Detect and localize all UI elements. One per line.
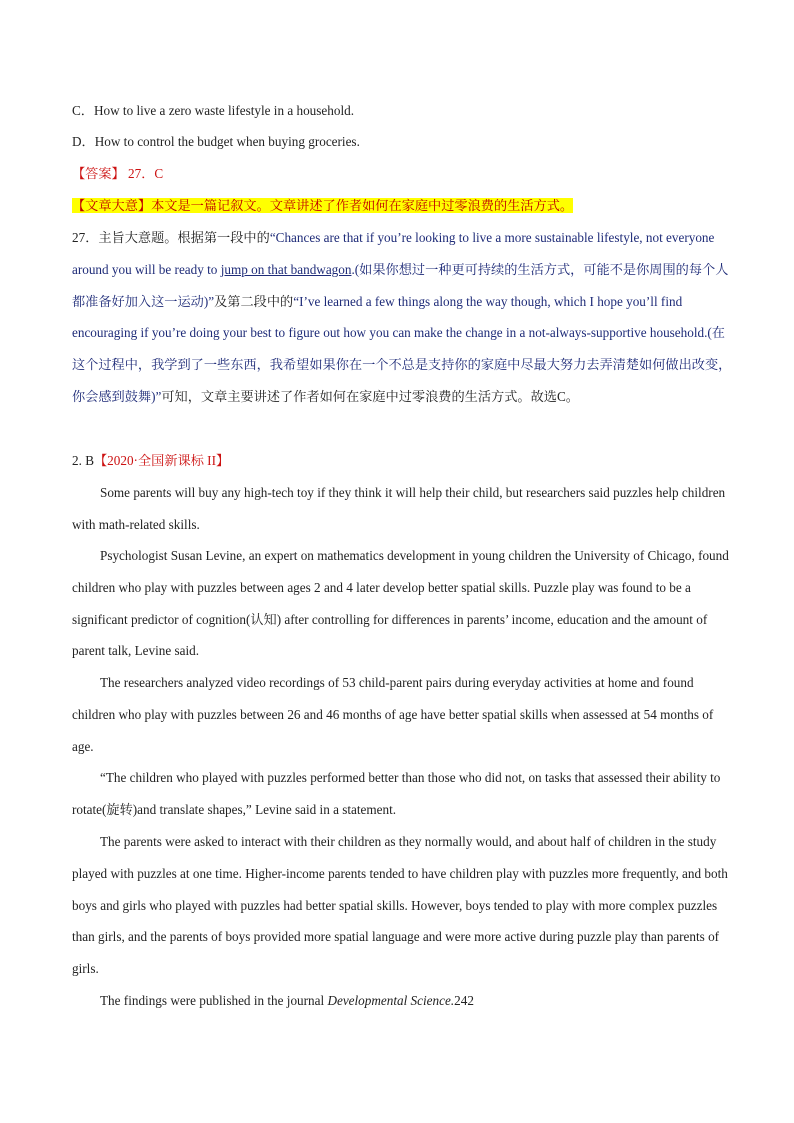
passage-p6-text: The findings were published in the journal	[100, 993, 328, 1008]
explanation-lead: 27．主旨大意题。根据第一段中的	[72, 230, 270, 245]
section-source: 【2020·全国新课标 II】	[93, 453, 230, 468]
summary-tag: 【文章大意】	[72, 198, 152, 213]
passage-paragraph-1: Some parents will buy any high-tech toy if they think it will help their child, but researchers said puzzles help children with math-related skills.	[72, 485, 726, 532]
option-c: C．How to live a zero waste lifestyle in a household.	[72, 103, 354, 118]
explanation-tail: 可知，文章主要讲述了作者如何在家庭中过零浪费的生活方式。故选C。	[161, 388, 579, 404]
option-d: D．How to control the budget when buying groceries.	[72, 134, 360, 149]
explanation-quote2: “I’ve learned a few things along the way though, which I hope you’ll find encouraging if you’re doing your best to figure out how you can make the change in a not-always-supportive household.(在这个过程中，我学到了一些东西，我希望如果你在一个不总是支持你的家庭中尽最大努力去弄清楚如何做出改变，你会感到鼓舞)”	[72, 293, 732, 404]
summary-line	[72, 190, 732, 222]
answer-line	[72, 158, 732, 190]
explanation-mid: 及第二段中的	[214, 293, 294, 309]
passage-paragraph-3: The researchers analyzed video recordings of 53 child-parent pairs during everyday activities at home and found children who play with puzzles between 26 and 46 months of age have better spatial skills when assessed at 54 months of age.	[72, 675, 714, 754]
explanation-quote1-link: jump on that bandwagon	[220, 261, 352, 277]
passage-paragraph-4: “The children who played with puzzles performed better than those who did not, on tasks that assessed their ability to rotate(旋转)and translate shapes,” Levine said in a statement.	[72, 770, 721, 817]
answer-tag: 【答案】	[72, 166, 125, 181]
passage-paragraph-5: The parents were asked to interact with their children as they normally would, and about half of children in the study played with puzzles at one time. Higher-income parents tended to have children play with puzzles more frequently, and both boys and girls who played with puzzles had better spatial skills. However, boys tended to play with more complex puzzles than girls, and the parents of boys provided more spatial language and were more active during puzzle play than parents of girls.	[72, 834, 728, 977]
explanation-paragraph	[72, 222, 732, 413]
summary-text: 本文是一篇记叙文。文章讲述了作者如何在家庭中过零浪费的生活方式。	[151, 198, 574, 213]
answer-value: 27．C	[124, 166, 164, 181]
passage-paragraph-6	[72, 985, 732, 1017]
explanation-quote1-a: “Chances are that if you’re looking to live a more sustainable lifestyle, not everyone around you will be ready to	[72, 230, 715, 277]
section-heading	[72, 445, 732, 477]
passage-paragraph-2: Psychologist Susan Levine, an expert on mathematics development in young children the University of Chicago, found children who play with puzzles between ages 2 and 4 later develop better spatial skills. Puzzle play was found to be a significant predictor of cognition(认知) after controlling for differences in parents’ income, education and the amount of parent talk, Levine said.	[72, 548, 729, 659]
journal-name: Developmental Science.	[327, 993, 455, 1008]
section-number: 2. B	[72, 453, 94, 468]
page-number: 242	[454, 993, 474, 1008]
explanation-quote1-b: .(如果你想过一种更可持续的生活方式，可能不是你周围的每个人都准备好加入这一运动)”	[72, 261, 729, 309]
